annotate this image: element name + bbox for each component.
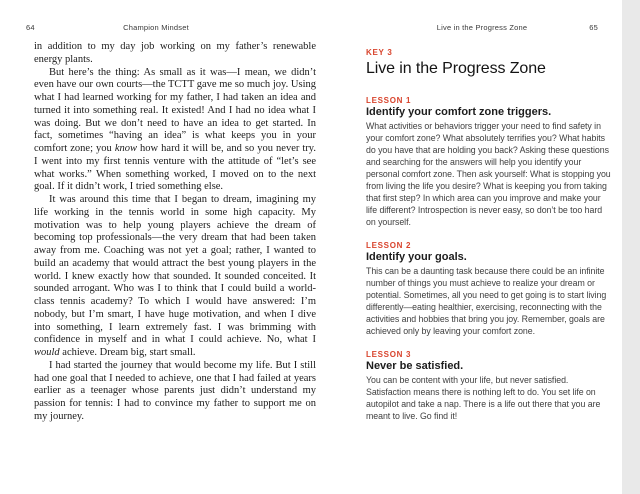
lesson-number-label: LESSON 1: [366, 96, 412, 105]
left-page-body-text: [34, 41, 316, 424]
page-edge-strip: [622, 0, 640, 494]
lesson-body-text: What activities or behaviors trigger your need to find safety in your comfort zone? What absolutely terrifies you? What habits do you have that are holding you back? Asking these questions and searching for the answers will help you identify your personal comfort zone. Then ask yourself: What is stopping you from living the life you desire? What is keeping you from taking that first step? In which area can you improve and make your life different? Introspection is never easy, so don’t be too hard on yourself.: [366, 121, 611, 227]
italic-text: would: [34, 347, 60, 358]
lesson-number-label: LESSON 3: [366, 350, 412, 359]
right-page-column: [366, 48, 612, 422]
body-paragraph: [34, 360, 316, 424]
paragraph-text: in addition to my day job working on my father’s renewable energy plants.: [34, 41, 316, 65]
right-running-head: Live in the Progress Zone: [436, 23, 528, 32]
paragraph-text: It was around this time that I began to dream, imagining my life working in the tennis world in some high capacity. My motivation was to help young players achieve the dream of becoming top professionals—the very dream that had been taken away from me. Coaching was not yet a goal; rather, I wanted to build an academy that would attract the best young players in the world. I knew exactly how that sounded. It sounded conceited. It sounded arrogant. Who was I to think that I could build a world-class tennis academy? To which I would have answered: I’m nobody, but I’m smart, I have huge motivation, and when I dive into something, I learn extremely fast. I was brimming with confidence in myself and in what I could achieve. No, what I: [34, 194, 316, 346]
body-paragraph: [34, 41, 316, 67]
lessons-list: [366, 96, 612, 422]
lesson-number-label: LESSON 2: [366, 241, 412, 250]
lesson-body-text: You can be content with your life, but never satisfied. Satisfaction means there is nothing left to do. You set life on autopilot and take a nap. There is a life out there that you are meant to live. Go find it!: [366, 375, 601, 421]
lesson-section: [366, 96, 612, 228]
paragraph-text: achieve. Dream big, start small.: [59, 347, 196, 358]
lesson-heading: Never be satisfied.: [366, 360, 464, 372]
lesson-section: [366, 241, 612, 337]
paragraph-text: But here’s the thing: As small as it was—I mean, we didn’t even have our own courts—the TCTT gave me so much joy. Using what I had learned working for my father, I had taken an idea and turned it into something real. It existed! And I had no idea what I was doing. But we don’t need to have an idea to get started. In fact, sometimes “having an idea” is what keeps you in your comfort zone; you: [34, 66, 316, 154]
left-page-number: 64: [26, 23, 35, 32]
lesson-heading: Identify your comfort zone triggers.: [366, 106, 552, 118]
key-number-label: KEY 3: [366, 48, 393, 57]
body-paragraph: [34, 194, 316, 360]
lesson-body-text: This can be a daunting task because there could be an infinite number of things you must achieve to realize your dream or potential. Sometimes, all you need to get going is to start living differently—eating healthier, exercising, reconnecting with the activities and hobbies that bring you joy. Remember, goals are achieved only by leaving your comfort zone.: [366, 266, 607, 336]
lesson-section: [366, 350, 612, 422]
lesson-heading: Identify your goals.: [366, 251, 467, 263]
right-page-number: 65: [589, 23, 598, 32]
italic-text: know: [114, 143, 138, 154]
paragraph-text: I had started the journey that would become my life. But I still had one goal that I needed to achieve, one that I had failed at years earlier as a teenager whose parents just didn’t understand my passion for tennis: I had to convince my father to support me on my journey.: [34, 359, 316, 422]
chapter-title: Live in the Progress Zone: [366, 60, 546, 77]
body-paragraph: [34, 67, 316, 195]
left-running-head: Champion Mindset: [123, 23, 189, 32]
paragraph-text: how hard it will be, and so you never try. I went into my first tennis venture with the attitude of “let’s see what works.” When something worked, I moved on to the next goal. If it didn’t work, I tried something else.: [34, 143, 316, 193]
